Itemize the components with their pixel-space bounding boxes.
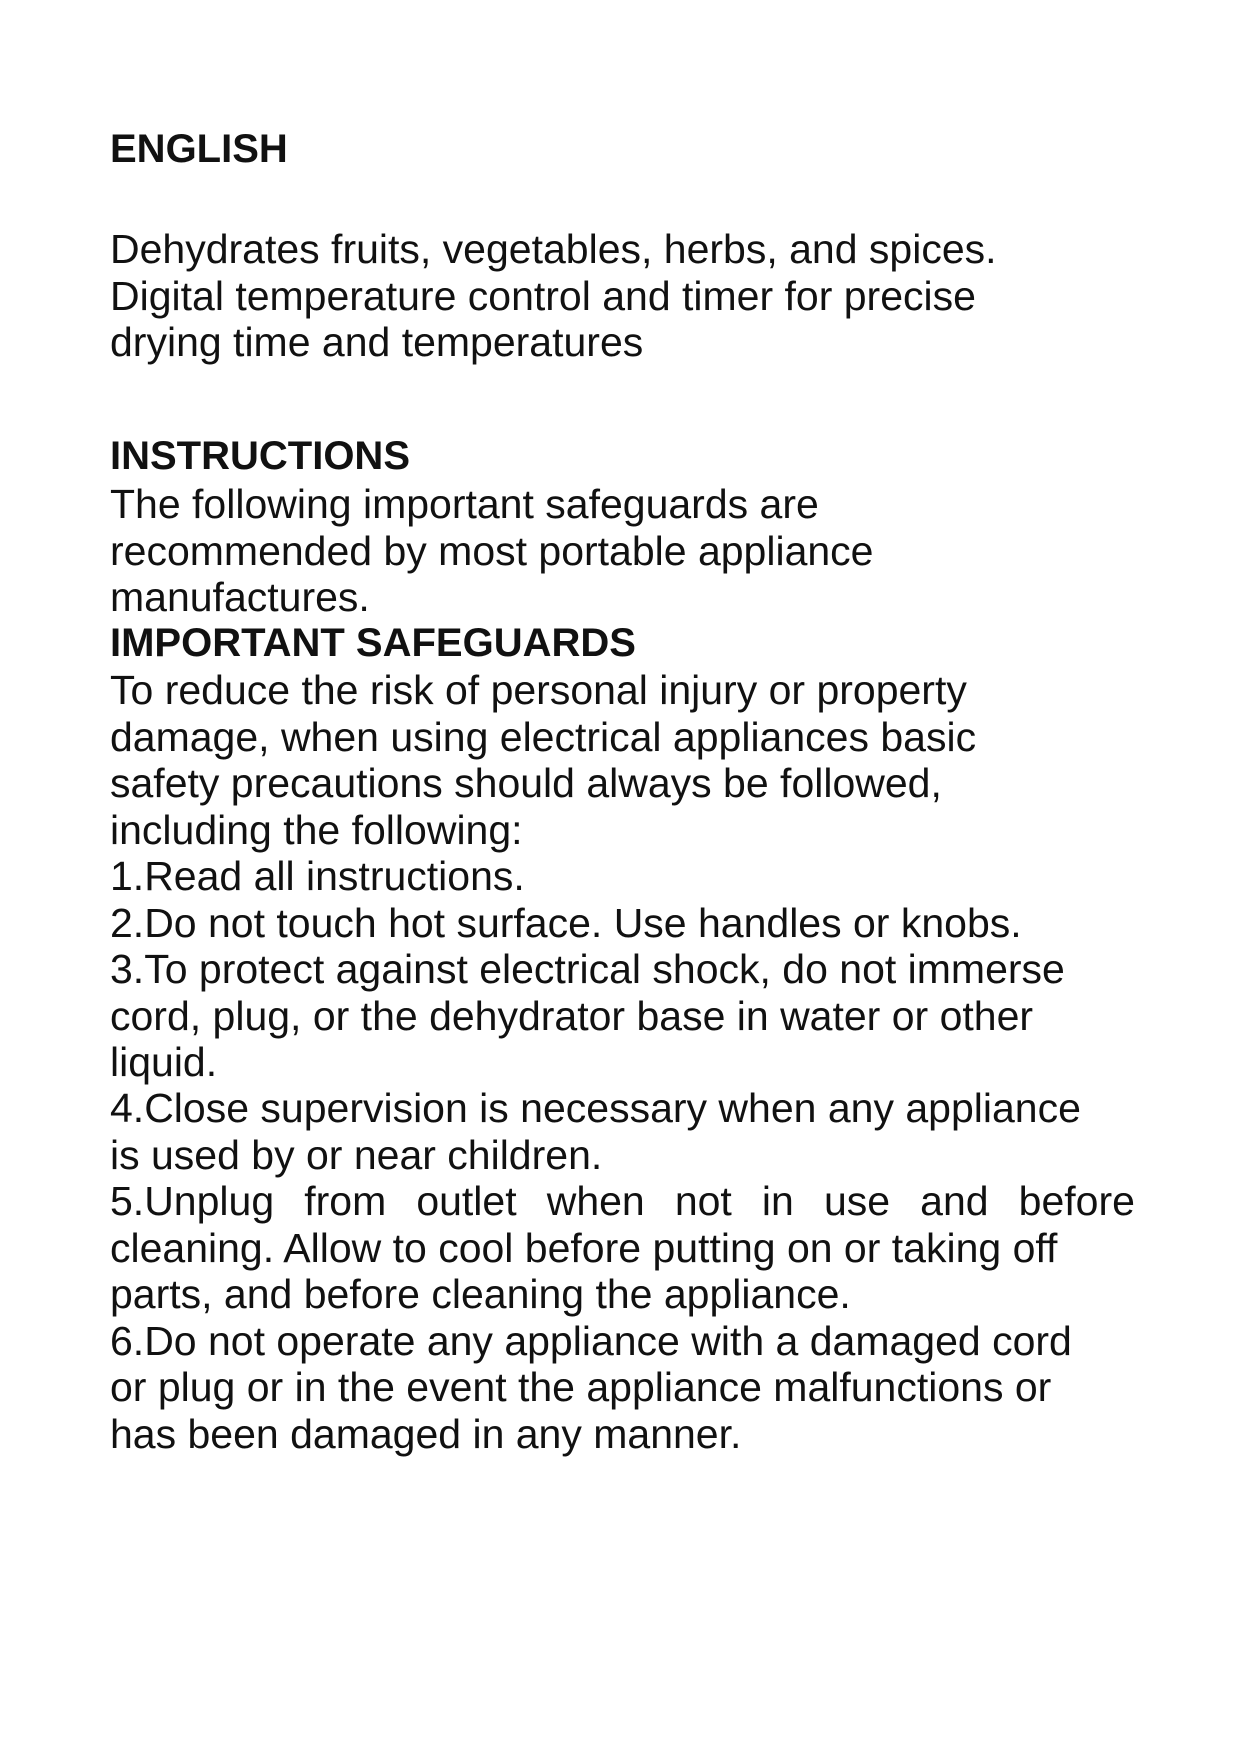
safeguards-intro-line: including the following: bbox=[110, 807, 523, 853]
language-heading: ENGLISH bbox=[110, 127, 288, 171]
safeguard-item-2: 2.Do not touch hot surface. Use handles or knobs. bbox=[110, 900, 1022, 946]
word: and bbox=[920, 1178, 989, 1224]
instructions-line: The following important safeguards are bbox=[110, 481, 819, 527]
word: before bbox=[1018, 1178, 1135, 1224]
word: outlet bbox=[416, 1178, 517, 1224]
intro-line: Digital temperature control and timer for precise bbox=[110, 273, 976, 319]
safeguards-intro-line: safety precautions should always be followed, bbox=[110, 760, 942, 806]
instructions-heading: INSTRUCTIONS bbox=[110, 434, 410, 478]
word: in bbox=[761, 1178, 794, 1224]
safeguards-heading: IMPORTANT SAFEGUARDS bbox=[110, 621, 636, 665]
safeguard-item-5-first-line bbox=[110, 1175, 1135, 1227]
safeguard-item-1: 1.Read all instructions. bbox=[110, 853, 525, 899]
safeguard-item-3: liquid. bbox=[110, 1039, 218, 1085]
safeguard-item-6: or plug or in the event the appliance malfunctions or bbox=[110, 1364, 1052, 1410]
instructions-line: recommended by most portable appliance bbox=[110, 528, 874, 574]
word: use bbox=[823, 1178, 891, 1224]
intro-line: drying time and temperatures bbox=[110, 319, 644, 365]
safeguard-item-3: 3.To protect against electrical shock, do not immerse bbox=[110, 946, 1065, 992]
safeguard-item-6: has been damaged in any manner. bbox=[110, 1411, 742, 1457]
instructions-line: manufactures. bbox=[110, 574, 370, 620]
word: when bbox=[546, 1178, 645, 1224]
intro-line: Dehydrates fruits, vegetables, herbs, and spices. bbox=[110, 226, 997, 272]
safeguards-intro-line: damage, when using electrical appliances basic bbox=[110, 714, 977, 760]
safeguard-item-3: cord, plug, or the dehydrator base in water or other bbox=[110, 993, 1034, 1039]
safeguard-item-4: 4.Close supervision is necessary when any appliance bbox=[110, 1085, 1081, 1131]
safeguards-intro-line: To reduce the risk of personal injury or property bbox=[110, 667, 967, 713]
safeguard-item-4: is used by or near children. bbox=[110, 1132, 603, 1178]
word: not bbox=[674, 1178, 732, 1224]
safeguard-item-5: cleaning. Allow to cool before putting on or taking off bbox=[110, 1225, 1058, 1271]
safeguard-item-6: 6.Do not operate any appliance with a damaged cord bbox=[110, 1318, 1072, 1364]
word: from bbox=[304, 1178, 387, 1224]
word: 5.Unplug bbox=[110, 1178, 275, 1224]
safeguard-item-5: parts, and before cleaning the appliance. bbox=[110, 1271, 851, 1317]
